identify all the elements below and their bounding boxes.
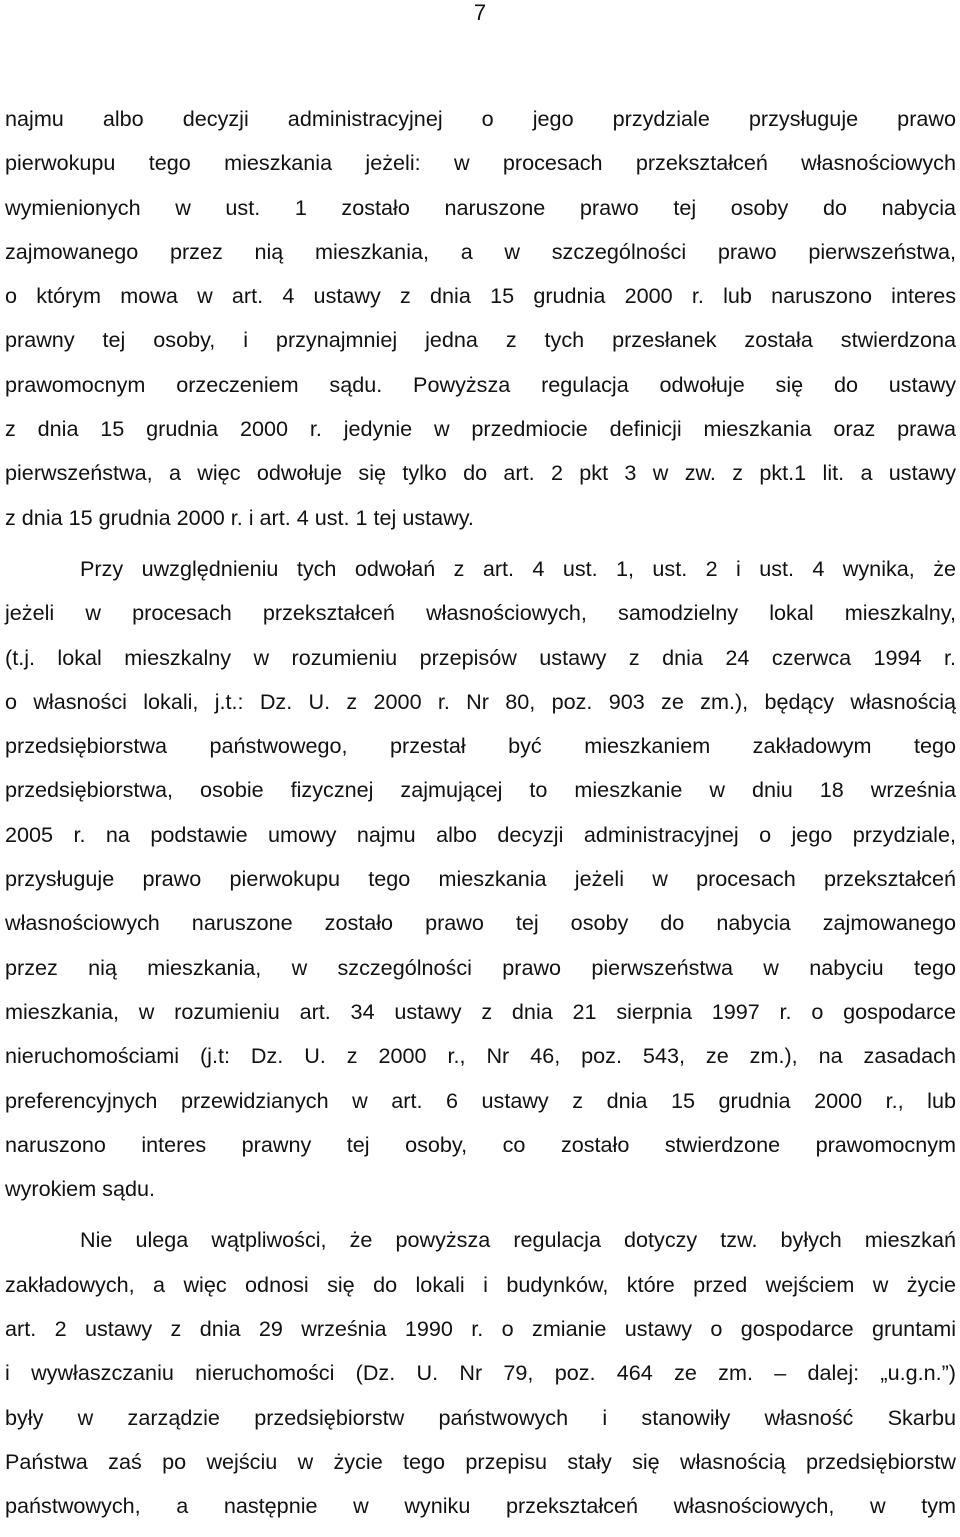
- text-line: Nie ulega wątpliwości, że powyższa regulacja dotyczy tzw. byłych mieszkań: [80, 1227, 956, 1253]
- text-line: o własności lokali, j.t.: Dz. U. z 2000 r. Nr 80, poz. 903 ze zm.), będący własnością: [5, 688, 956, 714]
- paragraph-gap: [5, 1211, 956, 1218]
- text-line: zakładowych, a więc odnosi się do lokali i budynków, które przed wejściem w życie: [5, 1271, 956, 1297]
- text-line: pierwokupu tego mieszkania jeżeli: w procesach przekształceń własnościowych: [5, 150, 956, 176]
- paragraph-1: [5, 97, 956, 540]
- text-line: przysługuje prawo pierwokupu tego mieszkania jeżeli w procesach przekształceń: [5, 866, 956, 892]
- text-line: zajmowanego przez nią mieszkania, a w szczególności prawo pierwszeństwa,: [5, 238, 956, 264]
- text-line: przedsiębiorstwa państwowego, przestał być mieszkaniem zakładowym tego: [5, 733, 956, 759]
- paragraph-2: [5, 547, 956, 1211]
- text-line: preferencyjnych przewidzianych w art. 6 ustawy z dnia 15 grudnia 2000 r., lub: [5, 1087, 956, 1113]
- text-line: przedsiębiorstwa, osobie fizycznej zajmującej to mieszkanie w dniu 18 września: [5, 777, 956, 803]
- text-line: najmu albo decyzji administracyjnej o jego przydziale przysługuje prawo: [5, 106, 956, 131]
- paragraph-gap: [5, 540, 956, 547]
- text-line: z dnia 15 grudnia 2000 r. i art. 4 ust. 1 tej ustawy.: [5, 504, 474, 530]
- page-number: 7: [473, 0, 487, 25]
- text-line: art. 2 ustawy z dnia 29 września 1990 r. o zmianie ustawy o gospodarce gruntami: [5, 1316, 956, 1342]
- text-line: 2005 r. na podstawie umowy najmu albo decyzji administracyjnej o jego przydziale,: [5, 821, 956, 847]
- text-line: przez nią mieszkania, w szczególności prawo pierwszeństwa w nabyciu tego: [5, 954, 956, 980]
- text-line: nieruchomościami (j.t: Dz. U. z 2000 r., Nr 46, poz. 543, ze zm.), na zasadach: [5, 1043, 956, 1069]
- text-line: były w zarządzie przedsiębiorstw państwowych i stanowiły własność Skarbu: [5, 1404, 956, 1430]
- text-line: o którym mowa w art. 4 ustawy z dnia 15 grudnia 2000 r. lub naruszono interes: [5, 283, 956, 309]
- text-line: z dnia 15 grudnia 2000 r. jedynie w przedmiocie definicji mieszkania oraz prawa: [5, 416, 956, 442]
- paragraph-3: [5, 1218, 956, 1528]
- text-line: Przy uwzględnieniu tych odwołań z art. 4 ust. 1, ust. 2 i ust. 4 wynika, że: [80, 555, 956, 581]
- text-line: prawomocnym orzeczeniem sądu. Powyższa regulacja odwołuje się do ustawy: [5, 371, 956, 397]
- text-line: (t.j. lokal mieszkalny w rozumieniu przepisów ustawy z dnia 24 czerwca 1994 r.: [5, 644, 956, 670]
- text-line: Państwa zaś po wejściu w życie tego przepisu stały się własnością przedsiębiorstw: [5, 1448, 956, 1474]
- text-line: prawny tej osoby, i przynajmniej jedna z tych przesłanek została stwierdzona: [5, 327, 956, 353]
- text-line: mieszkania, w rozumieniu art. 34 ustawy z dnia 21 sierpnia 1997 r. o gospodarce: [5, 998, 956, 1024]
- text-line: pierwszeństwa, a więc odwołuje się tylko do art. 2 pkt 3 w zw. z pkt.1 lit. a ustawy: [5, 460, 956, 486]
- text-line: wyrokiem sądu.: [5, 1176, 156, 1202]
- text-line: i wywłaszczaniu nieruchomości (Dz. U. Nr 79, poz. 464 ze zm. – dalej: „u.g.n.”): [5, 1360, 956, 1386]
- text-line: własnościowych naruszone zostało prawo tej osoby do nabycia zajmowanego: [5, 910, 956, 936]
- text-line: państwowych, a następnie w wyniku przekształceń własnościowych, w tym: [5, 1493, 956, 1519]
- text-line: naruszono interes prawny tej osoby, co zostało stwierdzone prawomocnym: [5, 1131, 956, 1157]
- text-line: jeżeli w procesach przekształceń własnościowych, samodzielny lokal mieszkalny,: [5, 600, 956, 626]
- document-body: [5, 97, 956, 1529]
- text-line: wymienionych w ust. 1 zostało naruszone prawo tej osoby do nabycia: [5, 194, 956, 220]
